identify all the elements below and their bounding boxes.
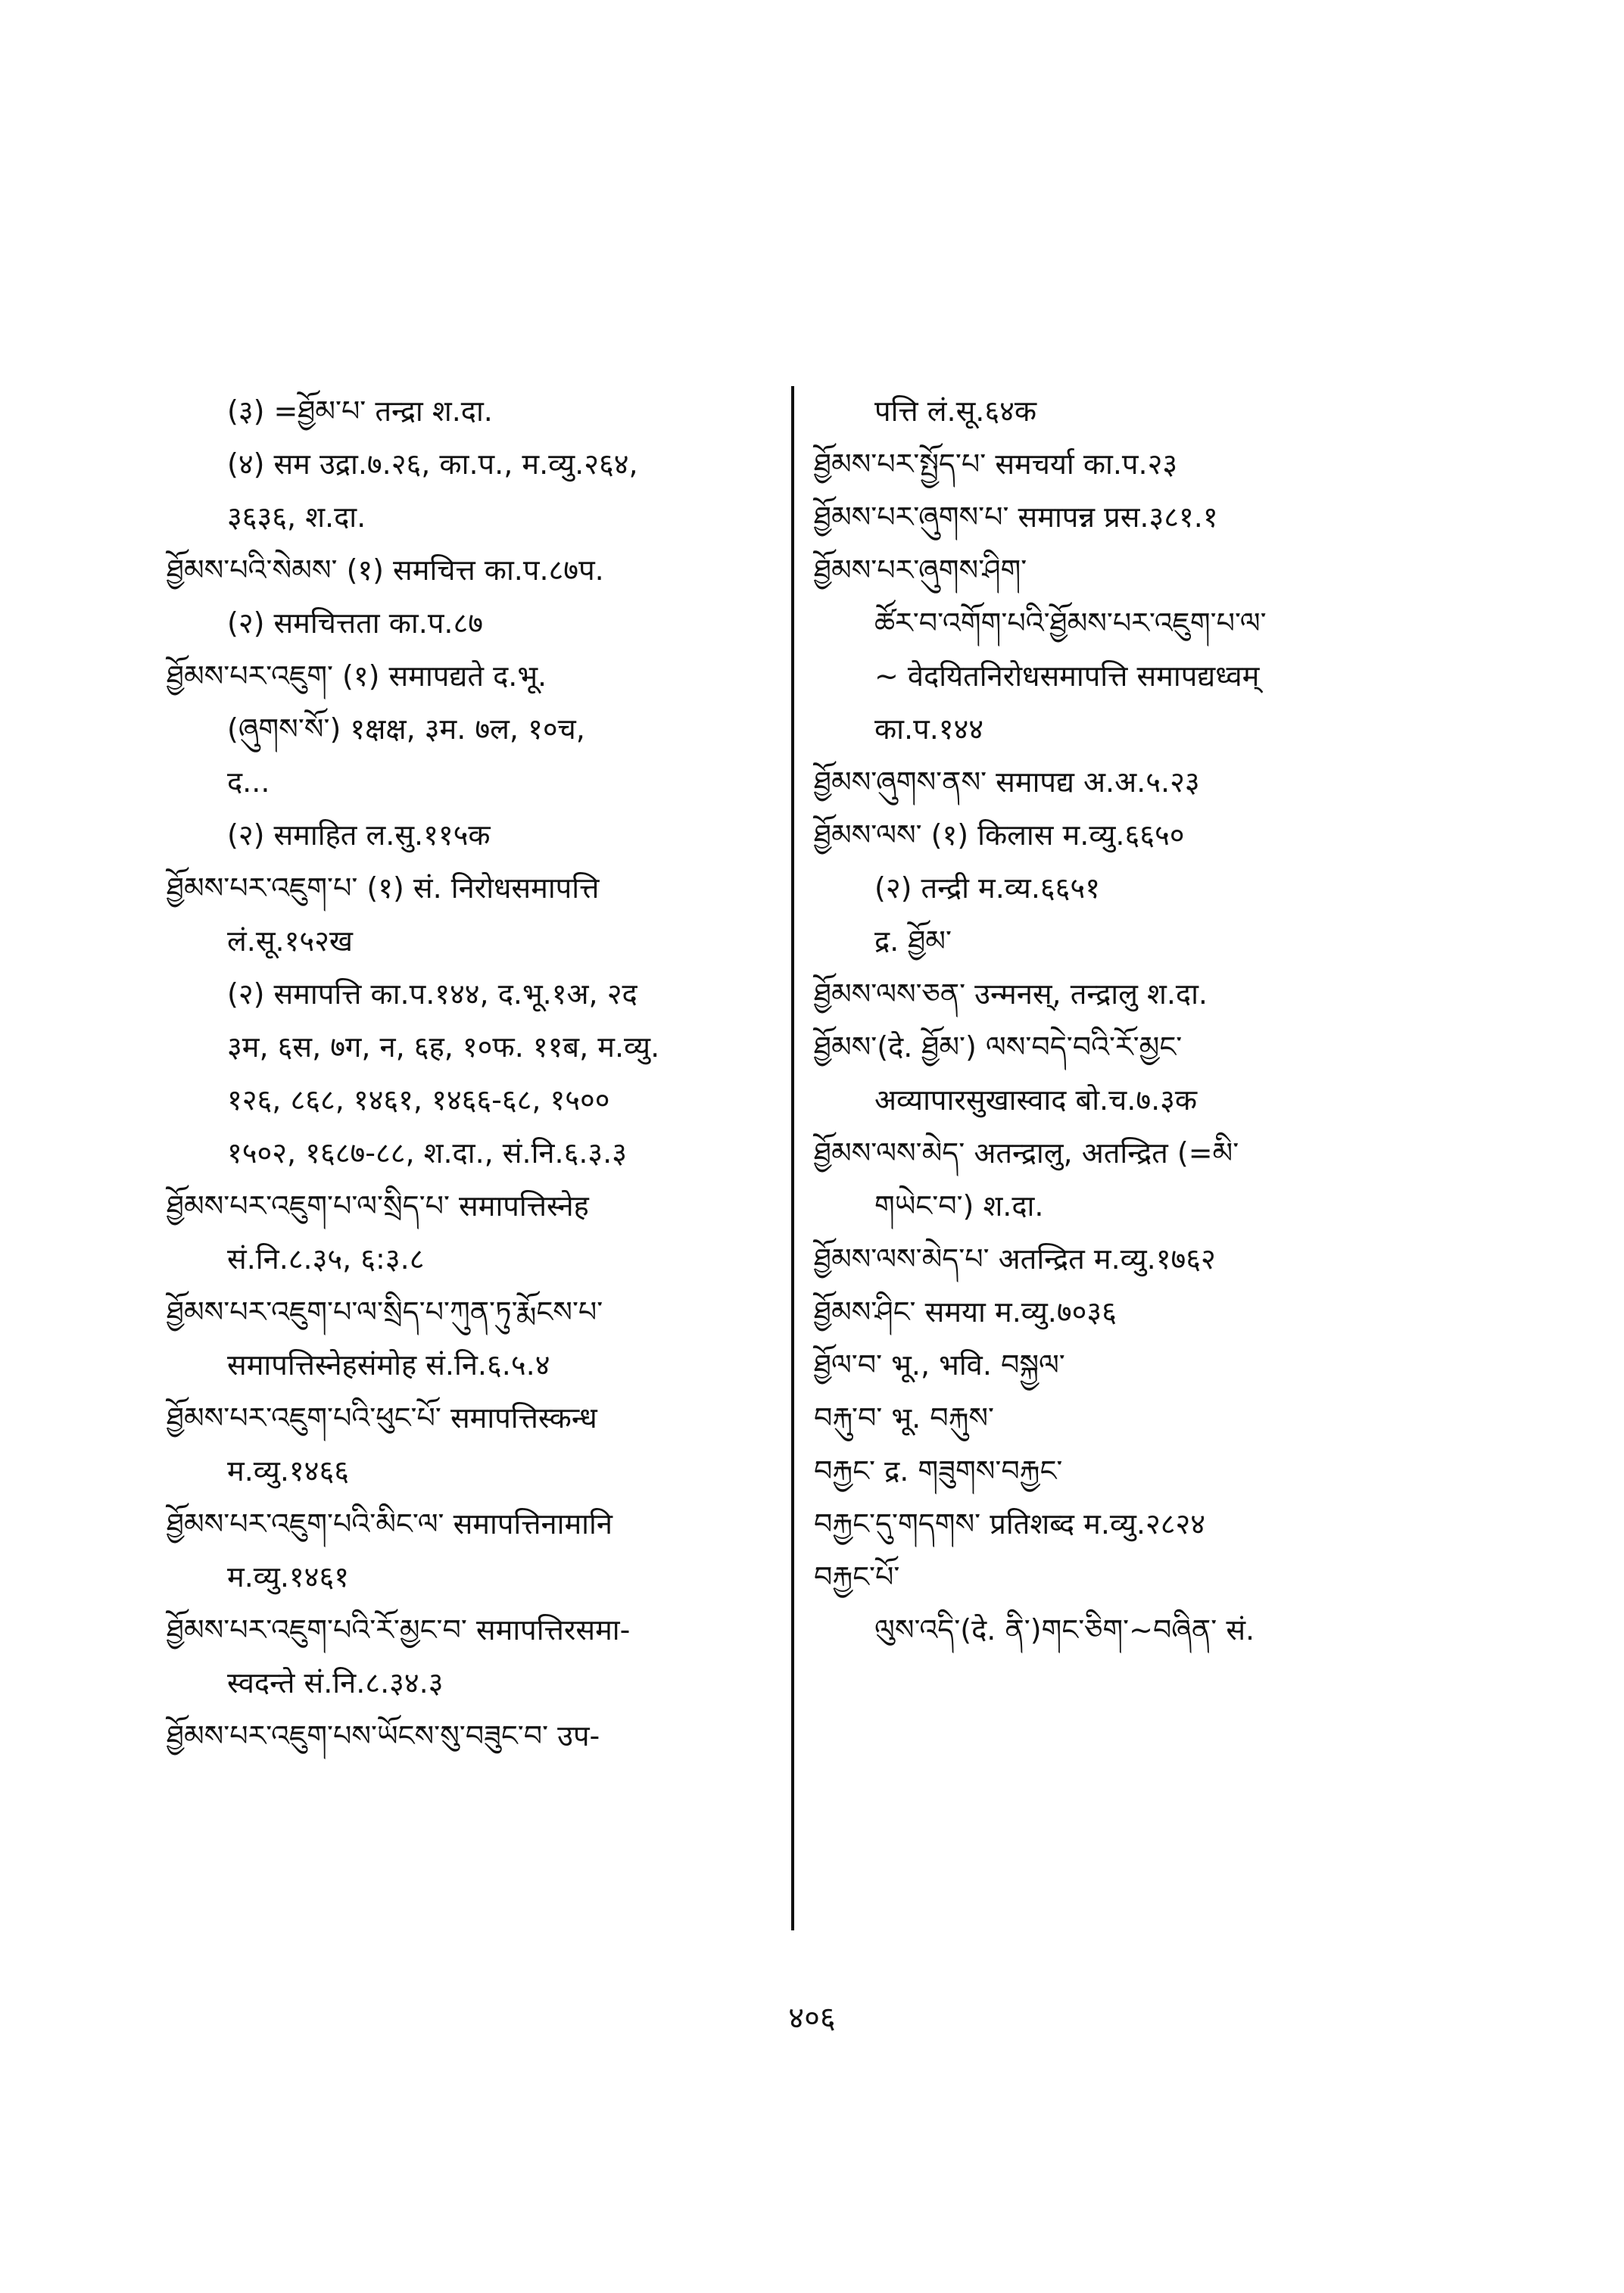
left-entry-line: (३) =ཐྱོམ་པ་ तन्द्रा श.दा. (227, 394, 493, 428)
left-entry-line: (४) सम उद्रा.७.२६, का.प., म.व्यु.२६४, (227, 447, 638, 481)
right-entry-line: ~ वेदयितनिरोधसमापत्ति समापद्यध्वम् (874, 659, 1260, 693)
left-entry-line: (ཞུགས་སོ་) १क्षक्ष, ३म. ७ल, १०च, (227, 712, 585, 746)
right-entry-line: ཐྱོམས་པར་སྤྱོད་པ་ समचर्या का.प.२३ (814, 447, 1178, 481)
left-entry-line: (२) समापत्ति का.प.१४४, द.भू.१अ, २द (227, 977, 637, 1011)
right-entry-line: ཐྱོམས་ལས་ཅན་ उन्मनस्, तन्द्रालु श.दा. (814, 977, 1208, 1011)
page-number: ४०६ (788, 2001, 836, 2036)
right-entry-line: བརྐྱང་ द्र. གཟུགས་བརྐྱང་ (814, 1454, 1063, 1488)
right-entry-line: ཐྱོམས་ལས་མེད་པ་ अतन्द्रित म.व्यु.१७६२ (814, 1242, 1216, 1276)
left-entry-line: १५०२, १६८७-८८, श.दा., सं.नि.६.३.३ (227, 1136, 628, 1170)
right-entry-line: གཡེང་བ་) श.दा. (874, 1189, 1044, 1223)
right-entry-line: ཐྱོམས་པར་ཞུགས་ཤིག་ (814, 553, 1027, 587)
right-entry-line: (२) तन्द्री म.व्य.६६५१ (874, 871, 1100, 905)
right-entry-line: ཐྱོམས་ལས་མེད་ अतन्द्रालु, अतन्द्रित (=མི་ (814, 1136, 1239, 1170)
right-entry-line: ཐྱོལ་བ་ भू., भवि. བསྐྱལ་ (814, 1348, 1065, 1382)
left-entry-line: (२) समचित्तता का.प.८७ (227, 606, 484, 640)
left-entry-line: ཐྱོམས་པར་འཇུག་ (१) समापद्यते द.भू. (167, 659, 547, 693)
left-entry-line: १२६, ८६८, १४६१, १४६६-६८, १५०० (227, 1083, 610, 1117)
left-entry-line: ཐྱོམས་པར་འཇུག་པའི་ཕུང་པོ་ समापत्तिस्कन्ध (167, 1401, 597, 1435)
left-entry-line: म.व्यु.१४६६ (227, 1454, 349, 1488)
left-entry-line: समापत्तिस्नेहसंमोह सं.नि.६.५.४ (227, 1348, 550, 1382)
column-divider (791, 386, 794, 1930)
right-entry-line: ཐྱོམས་ཤིང་ समया म.व्यु.७०३६ (814, 1295, 1117, 1329)
left-entry-line: ཐྱོམས་པར་འཇུག་པ་ (१) सं. निरोधसमापत्ति (167, 871, 600, 905)
right-entry-line: अव्यापारसुखास्वाद बो.च.७.३क (874, 1083, 1198, 1117)
left-entry-line: लं.सू.१५२ख (227, 924, 353, 958)
left-entry-line: ཐྱོམས་པར་འཇུག་པའི་རོ་མྱང་བ་ समापत्तिरसमा- (167, 1613, 631, 1647)
right-entry-line: བརྐྱང་པོ་ (814, 1560, 900, 1594)
left-entry-line: ཐྱོམས་པར་འཇུག་པས་ཡོངས་སུ་བཟུང་བ་ उप- (167, 1719, 600, 1752)
right-entry-line: ཐྱོམས་ཞུགས་ནས་ समापद्य अ.अ.५.२३ (814, 765, 1200, 799)
right-entry-line: ཐྱོམས་ལས་ (१) किलास म.व्यु.६६५० (814, 818, 1185, 852)
right-entry-line: का.प.१४४ (874, 712, 984, 746)
left-entry-line: ཐྱོམས་པར་འཇུག་པའི་མིང་ལ་ समापत्तिनामानि (167, 1507, 613, 1541)
left-entry-line: ཐྱོམས་པར་འཇུག་པ་ལ་སྲིད་པ་ समापत्तिस्नेह (167, 1189, 589, 1223)
right-entry-line: ལུས་འདི་(दे. ནི་)གང་ཅིག་~བཞིན་ सं. (874, 1613, 1255, 1647)
left-entry-line: द... (227, 765, 270, 799)
right-column (814, 394, 1465, 1665)
right-entry-line: पत्ति लं.सू.६४क (874, 394, 1037, 428)
left-entry-line: म.व्यु.१४६१ (227, 1560, 349, 1594)
left-entry-line: ३६३६, श.दा. (227, 500, 366, 534)
right-entry-line: བརྐུ་བ་ भू. བརྐུས་ (814, 1401, 994, 1435)
right-entry-line: ཐྱོམས་(दे. ཐྱོམ་) ལས་བདེ་བའི་རོ་མྱང་ (814, 1030, 1183, 1064)
left-entry-line: सं.नि.८.३५, ६:३.८ (227, 1242, 425, 1276)
left-entry-line: ཐྱོམས་པའི་སེམས་ (१) समचित्त का.प.८७प. (167, 553, 604, 587)
left-entry-line: ३म, ६स, ७ग, न, ६ह, १०फ. ११ब, म.व्यु. (227, 1030, 660, 1064)
left-entry-line: स्वदन्ते सं.नि.८.३४.३ (227, 1666, 444, 1699)
right-entry-line: ཚོར་བ་འགོག་པའི་ཐྱོམས་པར་འཇུག་པ་ལ་ (874, 606, 1267, 640)
left-column (167, 394, 787, 1771)
right-entry-line: བརྐྱང་དུ་གདགས་ प्रतिशब्द म.व्यु.२८२४ (814, 1507, 1206, 1541)
left-entry-line: ཐྱོམས་པར་འཇུག་པ་ལ་སྲིད་པ་ཀུན་ཏུ་རྨོངས་པ་ (167, 1295, 603, 1329)
right-entry-line: ཐྱོམས་པར་ཞུགས་པ་ समापन्न प्रस.३८१.१ (814, 500, 1218, 534)
left-entry-line: (२) समाहित ल.सु.११५क (227, 818, 491, 852)
right-entry-line: द्र. ཐྱོམ་ (874, 924, 952, 958)
